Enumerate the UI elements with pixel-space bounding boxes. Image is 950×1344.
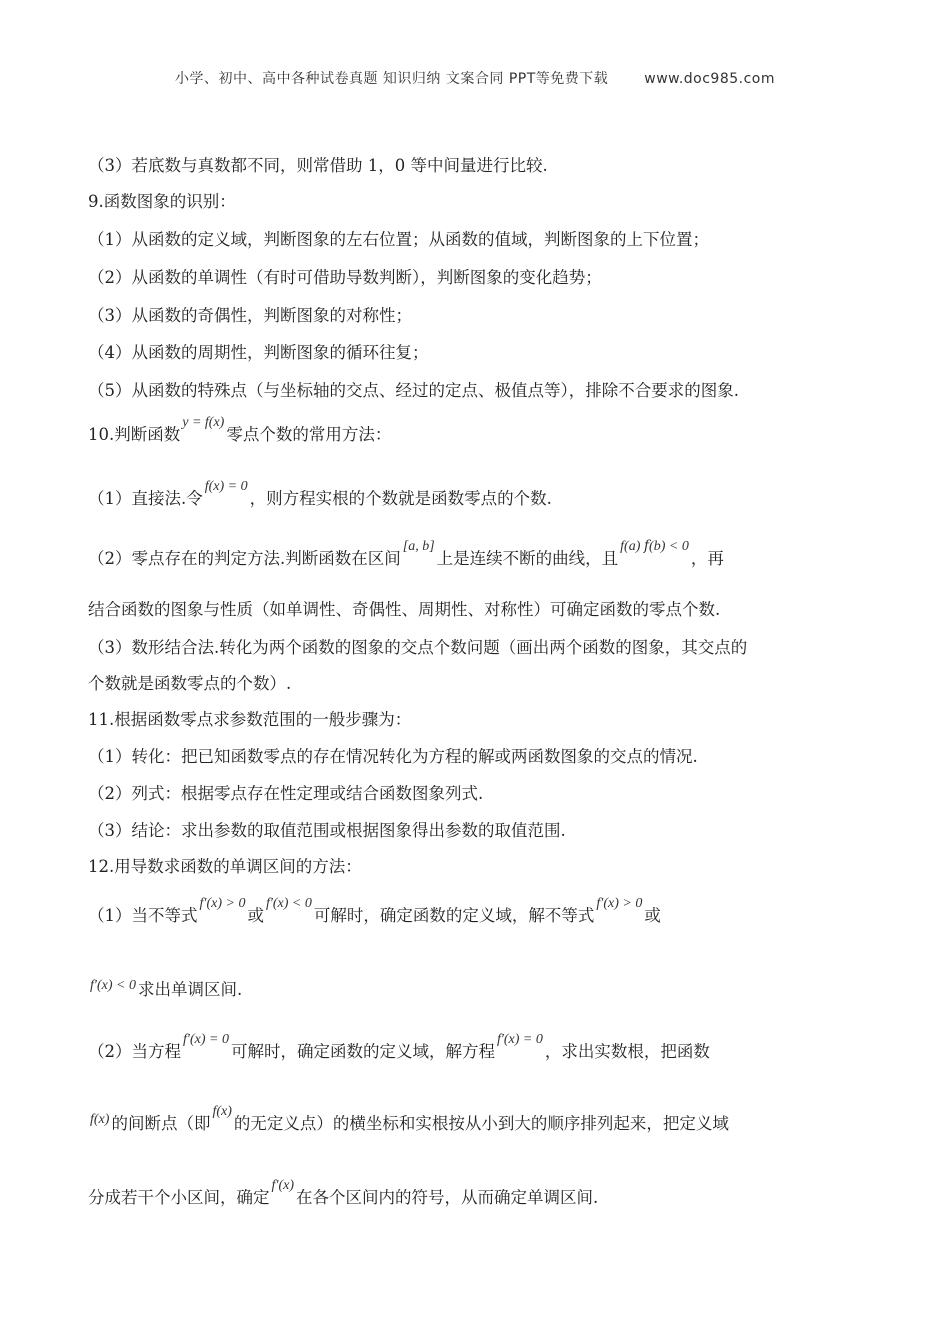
text-line-20 xyxy=(88,976,242,1000)
text-line-17: （3）结论：求出参数的取值范围或根据图象得出参数的取值范围. xyxy=(88,821,566,840)
math-formula: f′(x) > 0 xyxy=(596,896,643,911)
text-line-23 xyxy=(88,1178,599,1208)
math-formula: f(a) 𝑓(b) < 0 xyxy=(620,539,689,554)
math-formula: f(x) xyxy=(212,1104,232,1119)
text-line-12: （3）数形结合法.转化为两个函数的图象的交点个数问题（画出两个函数的图象，其交点的 xyxy=(88,638,748,657)
text-line-1: （3）若底数与真数都不同，则常借助 1，0 等中间量进行比较. xyxy=(88,156,548,175)
math-formula: f(x) = 0 xyxy=(204,479,248,494)
heading-11: 11.根据函数零点求参数范围的一般步骤为： xyxy=(88,710,412,729)
line-10-text-a: （2）零点存在的判定方法.判断函数在区间 xyxy=(88,549,401,568)
line-19-text-b: 或 xyxy=(247,906,264,925)
math-formula: f′(x) > 0 xyxy=(199,896,246,911)
header-text: 小学、初中、高中各种试卷真题 知识归纳 文案合同 PPT等免费下载 xyxy=(174,71,609,87)
text-line-16: （2）列式：根据零点存在性定理或结合函数图象列式. xyxy=(88,784,484,803)
line-10-text-c: ，再 xyxy=(690,549,724,568)
heading-9: 9.函数图象的识别： xyxy=(88,192,236,211)
text-line-15: （1）转化：把已知函数零点的存在情况转化为方程的解或两函数图象的交点的情况. xyxy=(88,747,698,766)
math-formula: f′(x) = 0 xyxy=(496,1032,543,1047)
line-19-text-a: （1）当不等式 xyxy=(88,906,198,925)
math-formula: f′(x) xyxy=(271,1178,294,1193)
line-23-text-b: 在各个区间内的符号，从而确定单调区间. xyxy=(296,1188,599,1207)
line-22-text-a: 的间断点（即 xyxy=(111,1114,211,1133)
math-formula: f(x) xyxy=(90,1112,110,1127)
text-line-22 xyxy=(88,1104,729,1134)
text-line-6: （4）从函数的周期性，判断图象的循环往复； xyxy=(88,343,429,362)
line-23-text-a: 分成若干个小区间，确定 xyxy=(88,1188,270,1207)
text-line-19 xyxy=(88,896,661,926)
line-22-text-b: 的无定义点）的横坐标和实根按从小到大的顺序排列起来，把定义域 xyxy=(233,1114,729,1133)
line-10-text-b: 上是连续不断的曲线，且 xyxy=(436,549,619,568)
heading-10-text-a: 10.判断函数 xyxy=(88,425,181,444)
line-20-text: 求出单调区间. xyxy=(137,980,243,999)
line-9-text-a: （1）直接法.令 xyxy=(88,489,203,508)
heading-12: 12.用导数求函数的单调区间的方法： xyxy=(88,857,362,876)
text-line-5: （3）从函数的奇偶性，判断图象的对称性； xyxy=(88,306,412,325)
heading-10 xyxy=(88,415,392,445)
header-site-link[interactable]: www.doc985.com xyxy=(644,71,776,87)
text-line-21 xyxy=(88,1032,710,1062)
text-line-7: （5）从函数的特殊点（与坐标轴的交点、经过的定点、极值点等），排除不合要求的图象. xyxy=(88,381,739,400)
line-19-text-d: 或 xyxy=(644,906,661,925)
line-21-text-c: ，求出实数根，把函数 xyxy=(544,1042,710,1061)
text-line-9 xyxy=(88,479,552,509)
math-formula: y = f(x) xyxy=(182,415,225,430)
page-header xyxy=(0,68,950,88)
text-line-3: （1）从函数的定义域，判断图象的左右位置；从函数的值域，判断图象的上下位置； xyxy=(88,230,709,249)
line-21-text-a: （2）当方程 xyxy=(88,1042,181,1061)
math-formula: f′(x) < 0 xyxy=(90,978,136,993)
line-9-text-b: ，则方程实根的个数就是函数零点的个数. xyxy=(249,489,552,508)
heading-10-text-b: 零点个数的常用方法： xyxy=(226,425,392,444)
text-line-4: （2）从函数的单调性（有时可借助导数判断），判断图象的变化趋势； xyxy=(88,268,602,287)
math-formula: [a, b] xyxy=(402,539,435,554)
math-formula: f′(x) = 0 xyxy=(183,1032,229,1047)
line-21-text-b: 可解时，确定函数的定义域，解方程 xyxy=(230,1042,495,1061)
text-line-11: 结合函数的图象与性质（如单调性、奇偶性、周期性、对称性）可确定函数的零点个数. xyxy=(88,600,721,619)
text-line-10 xyxy=(88,539,724,569)
math-formula: f′(x) < 0 xyxy=(265,896,312,911)
line-19-text-c: 可解时，确定函数的定义域，解不等式 xyxy=(313,906,595,925)
text-line-13: 个数就是函数零点的个数）. xyxy=(88,674,292,693)
